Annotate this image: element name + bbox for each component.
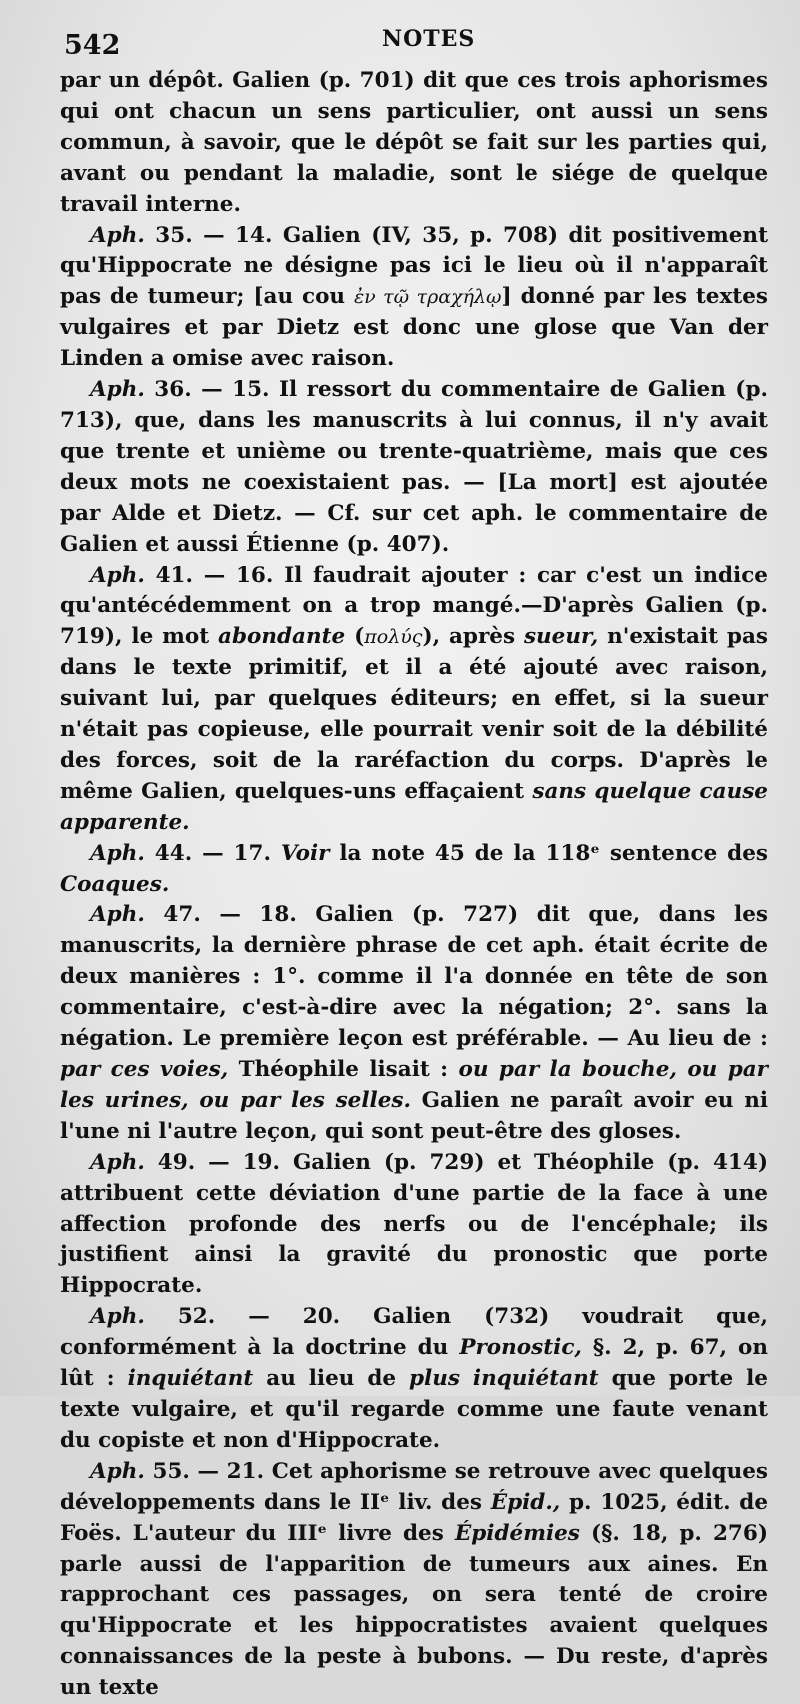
- text-segment: (: [345, 624, 365, 650]
- aphorism-label: Aph.: [90, 1458, 145, 1484]
- note-paragraph: [60, 900, 768, 1147]
- text-segment: au lieu de: [253, 1366, 410, 1392]
- running-head: NOTES: [382, 26, 476, 52]
- aphorism-label: Aph.: [90, 902, 145, 928]
- text-segment: (§. 18, p. 276) parle aussi de l'apparition de tumeurs aux aines. En rapprochant ces passages, on sera tenté de croire qu'Hippocrate et les hippocratistes avaient quelques connaissances de la peste à bubons. — Du reste, d'après un texte: [60, 1520, 768, 1701]
- text-segment: Voir: [280, 840, 330, 866]
- text-segment: la note 45 de la 118ᵉ sentence des: [329, 840, 768, 866]
- text-segment: sans quelque cause apparente.: [60, 778, 768, 835]
- text-segment: Théophile lisait :: [228, 1057, 459, 1082]
- page-number: 542: [64, 30, 121, 61]
- note-paragraph: [60, 1457, 768, 1704]
- note-paragraph: [60, 66, 768, 221]
- text-segment: Épid.,: [490, 1489, 561, 1515]
- text-segment: 52. — 20. Galien (732) voudrait que, conformément à la doctrine du: [60, 1304, 768, 1361]
- text-segment: abondante: [218, 624, 346, 650]
- aphorism-label: Aph.: [90, 377, 145, 403]
- text-segment: inquiétant: [127, 1366, 254, 1392]
- text-segment: 35. — 14. Galien (IV, 35, p. 708) dit positivement qu'Hippocrate ne désigne pas ici le lieu où il n'apparaît pas de tumeur; [au cou: [60, 222, 768, 310]
- note-paragraph: [60, 1148, 768, 1303]
- text-segment: ] donné par les textes vulgaires et par Dietz est donc une glose que Van der Linden a omise avec raison.: [60, 284, 768, 372]
- text-segment: sueur,: [523, 624, 599, 650]
- text-segment: 49. — 19. Galien (p. 729) et Théophile (p. 414) attribuent cette déviation d'une partie de la face à une affection profonde des nerfs ou de l'encéphale; ils justifient ainsi la gravité du pronostic que porte Hippocrate.: [60, 1149, 768, 1299]
- note-paragraph: [60, 221, 768, 376]
- text-segment: §. 2, p. 67, on lût :: [60, 1335, 768, 1392]
- text-segment: ), après: [422, 624, 524, 650]
- aphorism-label: Aph.: [90, 562, 145, 588]
- aphorism-label: Aph.: [90, 840, 145, 866]
- greek-text: ἐν τῷ τραχήλῳ: [353, 286, 502, 309]
- text-segment: par un dépôt. Galien (p. 701) dit que ces trois aphorismes qui ont chacun un sens particulier, ont aussi un sens commun, à savoir, que le dépôt se fait sur les parties qui, avant ou pendant la maladie, sont le siége de quelque travail interne.: [60, 68, 768, 217]
- text-segment: plus inquiétant: [409, 1366, 599, 1392]
- note-paragraph: [60, 561, 768, 839]
- text-segment: ou par la bouche, ou par les urines, ou par les selles.: [60, 1057, 768, 1113]
- page-header: [60, 22, 770, 66]
- note-paragraph: [60, 375, 768, 560]
- aphorism-label: Aph.: [90, 1304, 145, 1330]
- aphorism-label: Aph.: [90, 222, 145, 248]
- text-segment: Pronostic,: [459, 1335, 582, 1361]
- note-paragraph: [60, 1302, 768, 1457]
- text-segment: 41. — 16. Il faudrait ajouter : car c'est un indice qu'antécédemment on a trop mangé.—D'après Galien (p. 719), le mot: [60, 562, 768, 650]
- aphorism-label: Aph.: [90, 1149, 145, 1175]
- text-segment: 47. — 18. Galien (p. 727) dit que, dans les manuscrits, la dernière phrase de cet aph. était écrite de deux manières : 1°. comme il l'a donnée en tête de son commentaire, c'est-à-dire avec la négation; 2°. sans la négation. Le première leçon est préférable. — Au lieu de :: [60, 902, 768, 1052]
- text-segment: 36. — 15. Il ressort du commentaire de Galien (p. 713), que, dans les manuscrits à lui connus, il n'y avait que trente et unième ou trente-quatrième, mais que ces deux mots ne coexistaient pas. — [La mort] est ajoutée par Alde et Dietz. — Cf. sur cet aph. le commentaire de Galien et aussi Étienne (p. 407).: [60, 377, 768, 557]
- text-segment: 55. — 21. Cet aphorisme se retrouve avec quelques développements dans le IIᵉ liv. des: [60, 1458, 768, 1515]
- text-segment: 44. — 17.: [144, 840, 281, 866]
- note-paragraph: [60, 839, 768, 901]
- notes-body: [60, 66, 768, 1704]
- greek-text: πολύς: [364, 626, 423, 649]
- text-segment: n'existait pas dans le texte primitif, et il a été ajouté avec raison, suivant lui, par quelques éditeurs; en effet, si la sueur n'était pas copieuse, elle pourrait venir soit de la débilité des forces, soit de la raréfaction du corps. D'après le même Galien, quelques-uns effaçaient: [60, 624, 769, 804]
- text-segment: Épidémies: [454, 1520, 580, 1546]
- text-segment: p. 1025, édit. de Foës. L'auteur du IIIᵉ livre des: [60, 1489, 769, 1546]
- text-segment: Coaques.: [60, 871, 170, 897]
- text-segment: par ces voies,: [60, 1057, 229, 1082]
- text-segment: Galien ne paraît avoir eu ni l'une ni l'autre leçon, qui sont peut-être des gloses.: [60, 1087, 768, 1144]
- text-segment: que porte le texte vulgaire, et qu'il regarde comme une faute venant du copiste et non d'Hippocrate.: [60, 1366, 768, 1453]
